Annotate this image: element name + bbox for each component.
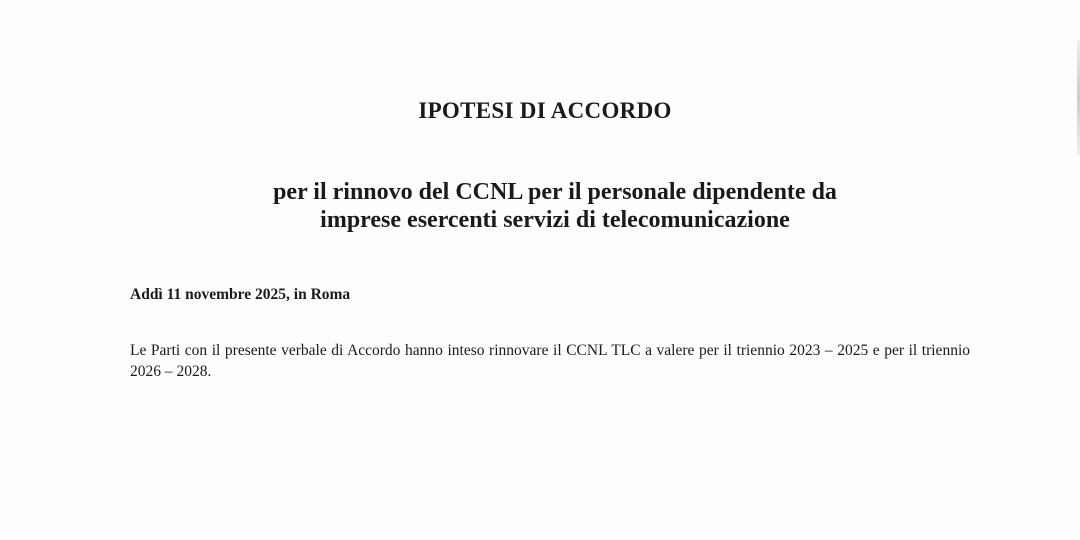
document-title: IPOTESI DI ACCORDO <box>418 98 672 123</box>
subtitle-line-2: imprese esercenti servizi di telecomunicazione <box>320 207 790 233</box>
document-subtitle <box>130 178 980 234</box>
dateline: Addì 11 novembre 2025, in Roma <box>130 286 351 303</box>
body-paragraph: Le Parti con il presente verbale di Accordo hanno inteso rinnovare il CCNL TLC a valere per il triennio 2023 – 2025 e per il triennio 2026 – 2028. <box>130 342 970 380</box>
subtitle-line-1: per il rinnovo del CCNL per il personale dipendente da <box>273 179 837 205</box>
